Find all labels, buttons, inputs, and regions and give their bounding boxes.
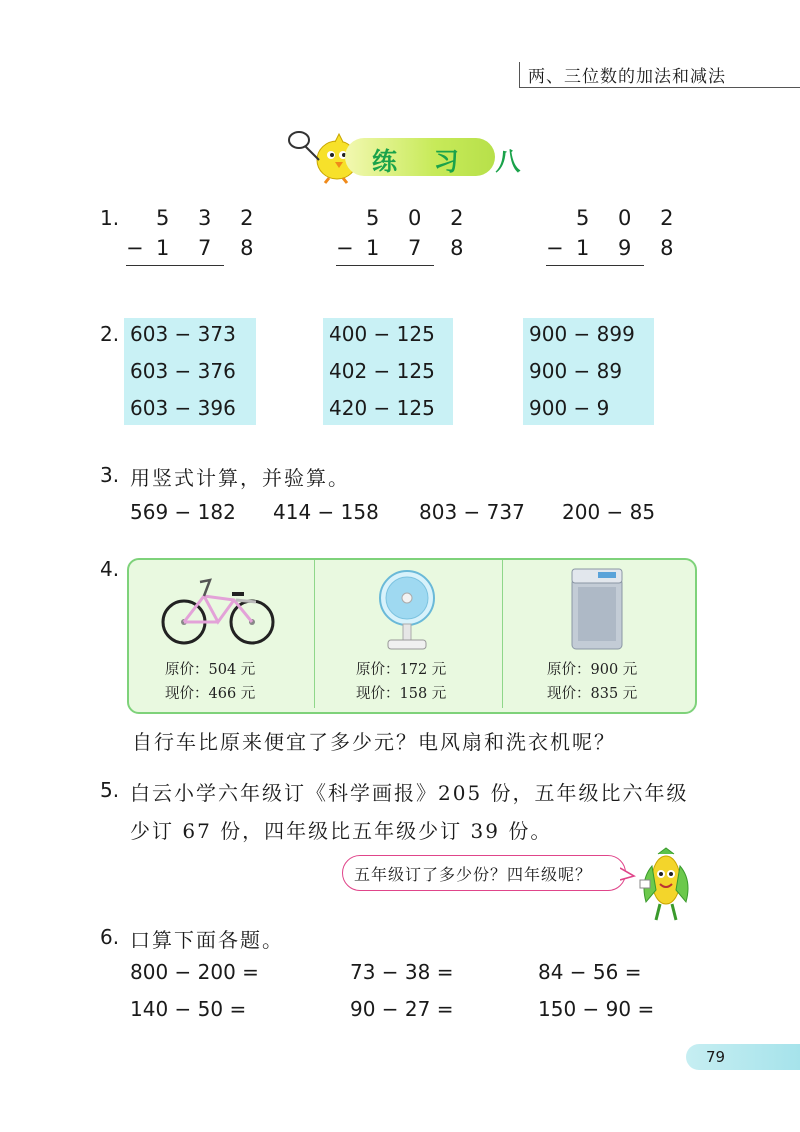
q4-number: 4. xyxy=(100,557,120,581)
q2-expr: 900 − 89 xyxy=(529,359,623,383)
q1-c-op: − xyxy=(546,236,575,260)
q1-a-op: − xyxy=(126,236,155,260)
q5-number: 5. xyxy=(100,778,120,802)
section-title: 练 习 八 xyxy=(372,147,535,176)
q2-expr: 900 − 899 xyxy=(529,322,635,346)
panel-divider xyxy=(314,560,315,708)
q1-c-underline xyxy=(546,265,644,266)
q6-expr: 150 − 90 = xyxy=(538,997,655,1021)
q3-number: 3. xyxy=(100,463,120,487)
price-current: 现价：466 元 xyxy=(165,686,256,702)
q2-expr: 900 − 9 xyxy=(529,396,610,420)
q2-expr: 603 − 396 xyxy=(130,396,236,420)
q6-number: 6. xyxy=(100,925,120,949)
q2-number: 2. xyxy=(100,322,120,346)
q3-problem: 569 − 182 xyxy=(130,500,236,524)
q2-expr: 603 − 376 xyxy=(130,359,236,383)
q1-c-top: 5 0 2 xyxy=(576,206,685,230)
corn-mascot-icon xyxy=(636,846,698,924)
q1-b-op: − xyxy=(336,236,365,260)
q2-expr: 402 − 125 xyxy=(329,359,435,383)
q1-number: 1. xyxy=(100,206,120,230)
q2-expr: 400 − 125 xyxy=(329,322,435,346)
electric-fan-icon xyxy=(378,568,436,652)
bubble-text: 五年级订了多少份？四年级呢？ xyxy=(354,865,593,884)
q1-a-top: 5 3 2 xyxy=(156,206,265,230)
q6-expr: 90 − 27 = xyxy=(350,997,454,1021)
q1-b-top: 5 0 2 xyxy=(366,206,475,230)
q2-expr: 603 − 373 xyxy=(130,322,236,346)
price-original: 原价：172 元 xyxy=(356,662,447,678)
bubble-tail xyxy=(620,866,636,882)
header-divider xyxy=(519,62,520,88)
price-current: 现价：158 元 xyxy=(356,686,447,702)
q1-b-bottom: 1 7 8 xyxy=(366,236,475,260)
header-rule xyxy=(520,87,800,88)
price-original: 原价：900 元 xyxy=(547,662,638,678)
page-number-tab xyxy=(686,1044,800,1070)
washing-machine-icon xyxy=(568,565,626,651)
q4-question: 自行车比原来便宜了多少元？电风扇和洗衣机呢？ xyxy=(132,730,616,754)
q2-expr: 420 − 125 xyxy=(329,396,435,420)
q3-instruction: 用竖式计算，并验算。 xyxy=(130,466,350,490)
q3-problem: 200 − 85 xyxy=(562,500,656,524)
q3-problem: 803 − 737 xyxy=(419,500,525,524)
q1-b-underline xyxy=(336,265,434,266)
bicycle-icon xyxy=(160,572,276,648)
q6-expr: 84 − 56 = xyxy=(538,960,642,984)
chapter-title: 两、三位数的加法和减法 xyxy=(528,67,726,87)
panel-divider xyxy=(502,560,503,708)
q5-line-2: 少订 67 份，四年级比五年级少订 39 份。 xyxy=(130,819,553,843)
price-original: 原价：504 元 xyxy=(165,662,256,678)
q6-expr: 140 − 50 = xyxy=(130,997,247,1021)
q1-a-bottom: 1 7 8 xyxy=(156,236,265,260)
q3-problem: 414 − 158 xyxy=(273,500,379,524)
q6-instruction: 口算下面各题。 xyxy=(130,928,284,952)
q1-c-bottom: 1 9 8 xyxy=(576,236,685,260)
q6-expr: 73 − 38 = xyxy=(350,960,454,984)
q6-expr: 800 − 200 = xyxy=(130,960,259,984)
q1-a-underline xyxy=(126,265,224,266)
price-current: 现价：835 元 xyxy=(547,686,638,702)
page-number: 79 xyxy=(706,1048,726,1066)
q5-line-1: 白云小学六年级订《科学画报》205 份，五年级比六年级 xyxy=(130,781,689,805)
